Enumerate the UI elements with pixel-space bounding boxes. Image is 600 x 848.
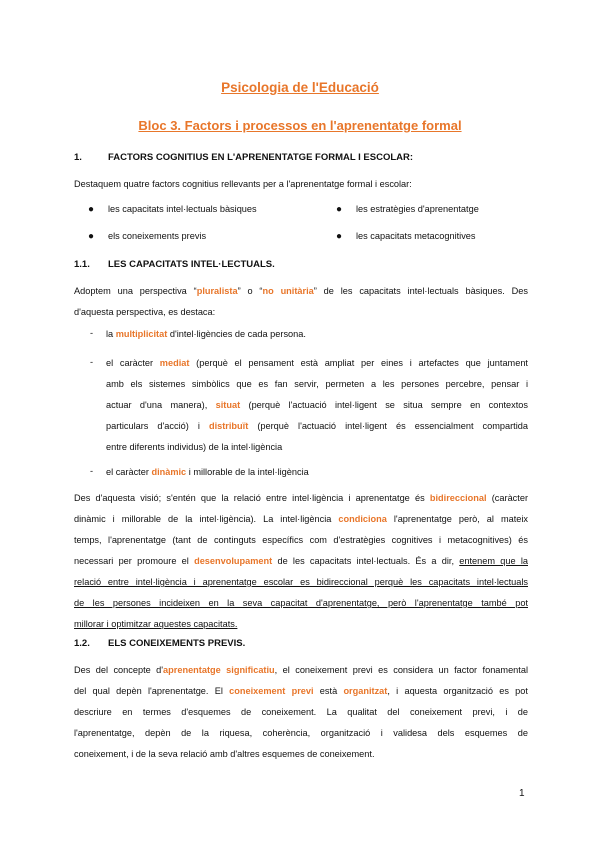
- text-run: (perquè l'actuació intel·ligent se situa sempre en contextos: [240, 400, 528, 410]
- highlight-term: multiplicitat: [115, 329, 168, 339]
- page-number: 1: [519, 788, 525, 799]
- text-run: del qual depèn l'aprenentatge. El: [74, 686, 230, 696]
- text-run: el caràcter: [106, 358, 160, 368]
- text-line: [106, 416, 528, 437]
- text-run: d'intel·ligències de cada persona.: [167, 329, 306, 339]
- text-line: [74, 681, 528, 702]
- text-run: (caràcter: [486, 493, 528, 503]
- highlight-term: distribuït: [208, 421, 249, 431]
- highlight-term: no unitària: [262, 286, 314, 296]
- bullet-icon: ●: [88, 231, 95, 242]
- text-run: l'aprenentatge però, al mateix: [386, 514, 529, 524]
- section-number: 1.: [74, 152, 82, 163]
- bullet-item: [88, 231, 206, 242]
- text-line: [106, 353, 528, 374]
- bullet-text: les capacitats intel·lectuals bàsiques: [108, 204, 257, 214]
- text-line: d'aquesta perspectiva, es destaca:: [74, 307, 216, 317]
- dash-item-mediat: [106, 353, 528, 458]
- bullet-icon: ●: [336, 204, 343, 215]
- text-run: , el coneixement previ es considera un factor fonamental: [274, 665, 528, 675]
- document-subtitle: Bloc 3. Factors i processos en l'aprenentatge formal: [138, 118, 462, 133]
- text-line: [106, 395, 528, 416]
- text-run: ” o “: [237, 286, 263, 296]
- text-run: particulars d'acció) i: [106, 421, 209, 431]
- text-line: [74, 551, 528, 572]
- highlight-term: mediat: [159, 358, 190, 368]
- text-run: actuar d'una manera),: [106, 400, 216, 410]
- section-1-1-heading: [74, 259, 275, 270]
- text-line: [106, 462, 528, 483]
- dash-icon: -: [90, 466, 94, 476]
- bullet-item: [336, 204, 479, 215]
- bullet-text: els coneixements previs: [108, 231, 207, 241]
- text-line: [74, 488, 528, 509]
- dash-item-multiplicity: [106, 324, 528, 345]
- text-run: (perquè l'actuació intel·ligent és essencialment compartida: [248, 421, 528, 431]
- bullet-item: [88, 204, 257, 215]
- section-title: FACTORS COGNITIUS EN L'APRENENTATGE FORMAL I ESCOLAR:: [108, 152, 414, 163]
- text-line: coneixement, i de la seva relació amb d'altres esquemes de coneixement.: [74, 749, 375, 759]
- section-1-2-heading: [74, 638, 245, 649]
- text-line: millorar i optimitzar aquestes capacitats.: [74, 619, 238, 629]
- text-run: de les capacitats intel·lectuals. És a dir,: [272, 556, 460, 566]
- text-run: dinàmic i millorable de la intel·ligència). La intel·ligència: [74, 514, 339, 524]
- bullet-icon: ●: [88, 204, 95, 215]
- section-number: 1.1.: [74, 259, 90, 270]
- text-run: i millorable de la intel·ligència: [186, 467, 309, 477]
- section-title: LES CAPACITATS INTEL·LECTUALS.: [108, 259, 275, 270]
- paragraph-bidirectional: [74, 488, 528, 635]
- bullet-icon: ●: [336, 231, 343, 242]
- text-run: necessari per promoure el: [74, 556, 195, 566]
- text-run: , i aquesta organització es pot: [387, 686, 528, 696]
- dash-item-dinamic: [106, 462, 528, 483]
- paragraph-prior-knowledge: [74, 660, 528, 765]
- text-run: Des del concepte d': [74, 665, 164, 675]
- dash-icon: -: [90, 357, 94, 367]
- intro-paragraph: [74, 174, 528, 195]
- text-run: està: [313, 686, 344, 696]
- dash-icon: -: [90, 328, 94, 338]
- paragraph-perspective: [74, 281, 528, 323]
- text-run: ” de les capacitats intel·lectuals bàsiques. Des: [313, 286, 528, 296]
- text-line: descriure en termes d'esquemes de coneixement. La qualitat del coneixement previ, i de: [74, 707, 528, 717]
- highlight-term: condiciona: [338, 514, 387, 524]
- text-line: entre diferents individus) de la intel·ligència: [106, 442, 283, 452]
- bullet-item: [336, 231, 476, 242]
- text-run: el caràcter: [106, 467, 152, 477]
- underlined-text: entenem que la: [459, 556, 528, 566]
- bullet-text: les estratègies d'aprenentatge: [356, 204, 479, 214]
- document-title: Psicologia de l'Educació: [221, 80, 379, 95]
- highlight-term: bidireccional: [429, 493, 487, 503]
- text-run: (perquè el pensament està ampliat per eines i artefactes que juntament: [189, 358, 528, 368]
- text-run: Adoptem una perspectiva “: [74, 286, 197, 296]
- highlight-term: dinàmic: [151, 467, 187, 477]
- text-run: la: [106, 329, 116, 339]
- text-line: amb els sistemes simbòlics que es fan servir, permeten a les persones percebre, pensar i: [106, 379, 528, 389]
- highlight-term: situat: [215, 400, 241, 410]
- section-title: ELS CONEIXEMENTS PREVIS.: [108, 638, 246, 649]
- highlight-term: desenvolupament: [194, 556, 273, 566]
- highlight-term: pluralista: [196, 286, 238, 296]
- text-line: [74, 509, 528, 530]
- section-number: 1.2.: [74, 638, 90, 649]
- text-line: l'aprenentatge, depèn de la riquesa, coherència, organització i validesa dels esquemes de: [74, 728, 528, 738]
- text-line: [74, 660, 528, 681]
- text-line: [74, 281, 528, 302]
- intro-text: Destaquem quatre factors cognitius rellevants per a l'aprenentatge formal i escolar:: [74, 179, 412, 189]
- highlight-term: aprenentatge significatiu: [163, 665, 275, 675]
- text-line: relació entre intel·ligència i aprenentatge escolar es bidireccional perquè les capacitats intel·lectuals: [74, 577, 528, 587]
- section-1-heading: [74, 152, 413, 163]
- text-line: [106, 324, 528, 345]
- text-line: de les persones incideixen en la seva capacitat d'aprenentatge, però l'aprenentatge també pot: [74, 598, 528, 608]
- text-run: Des d'aquesta visió; s'entén que la relació entre intel·ligència i aprenentatge és: [74, 493, 430, 503]
- highlight-term: organitzat: [343, 686, 388, 696]
- text-line: temps, l'aprenentatge (tant de continguts específics com d'estratègies cognitives i metacognitives) és: [74, 535, 528, 545]
- highlight-term: coneixement previ: [229, 686, 314, 696]
- bullet-text: les capacitats metacognitives: [356, 231, 476, 241]
